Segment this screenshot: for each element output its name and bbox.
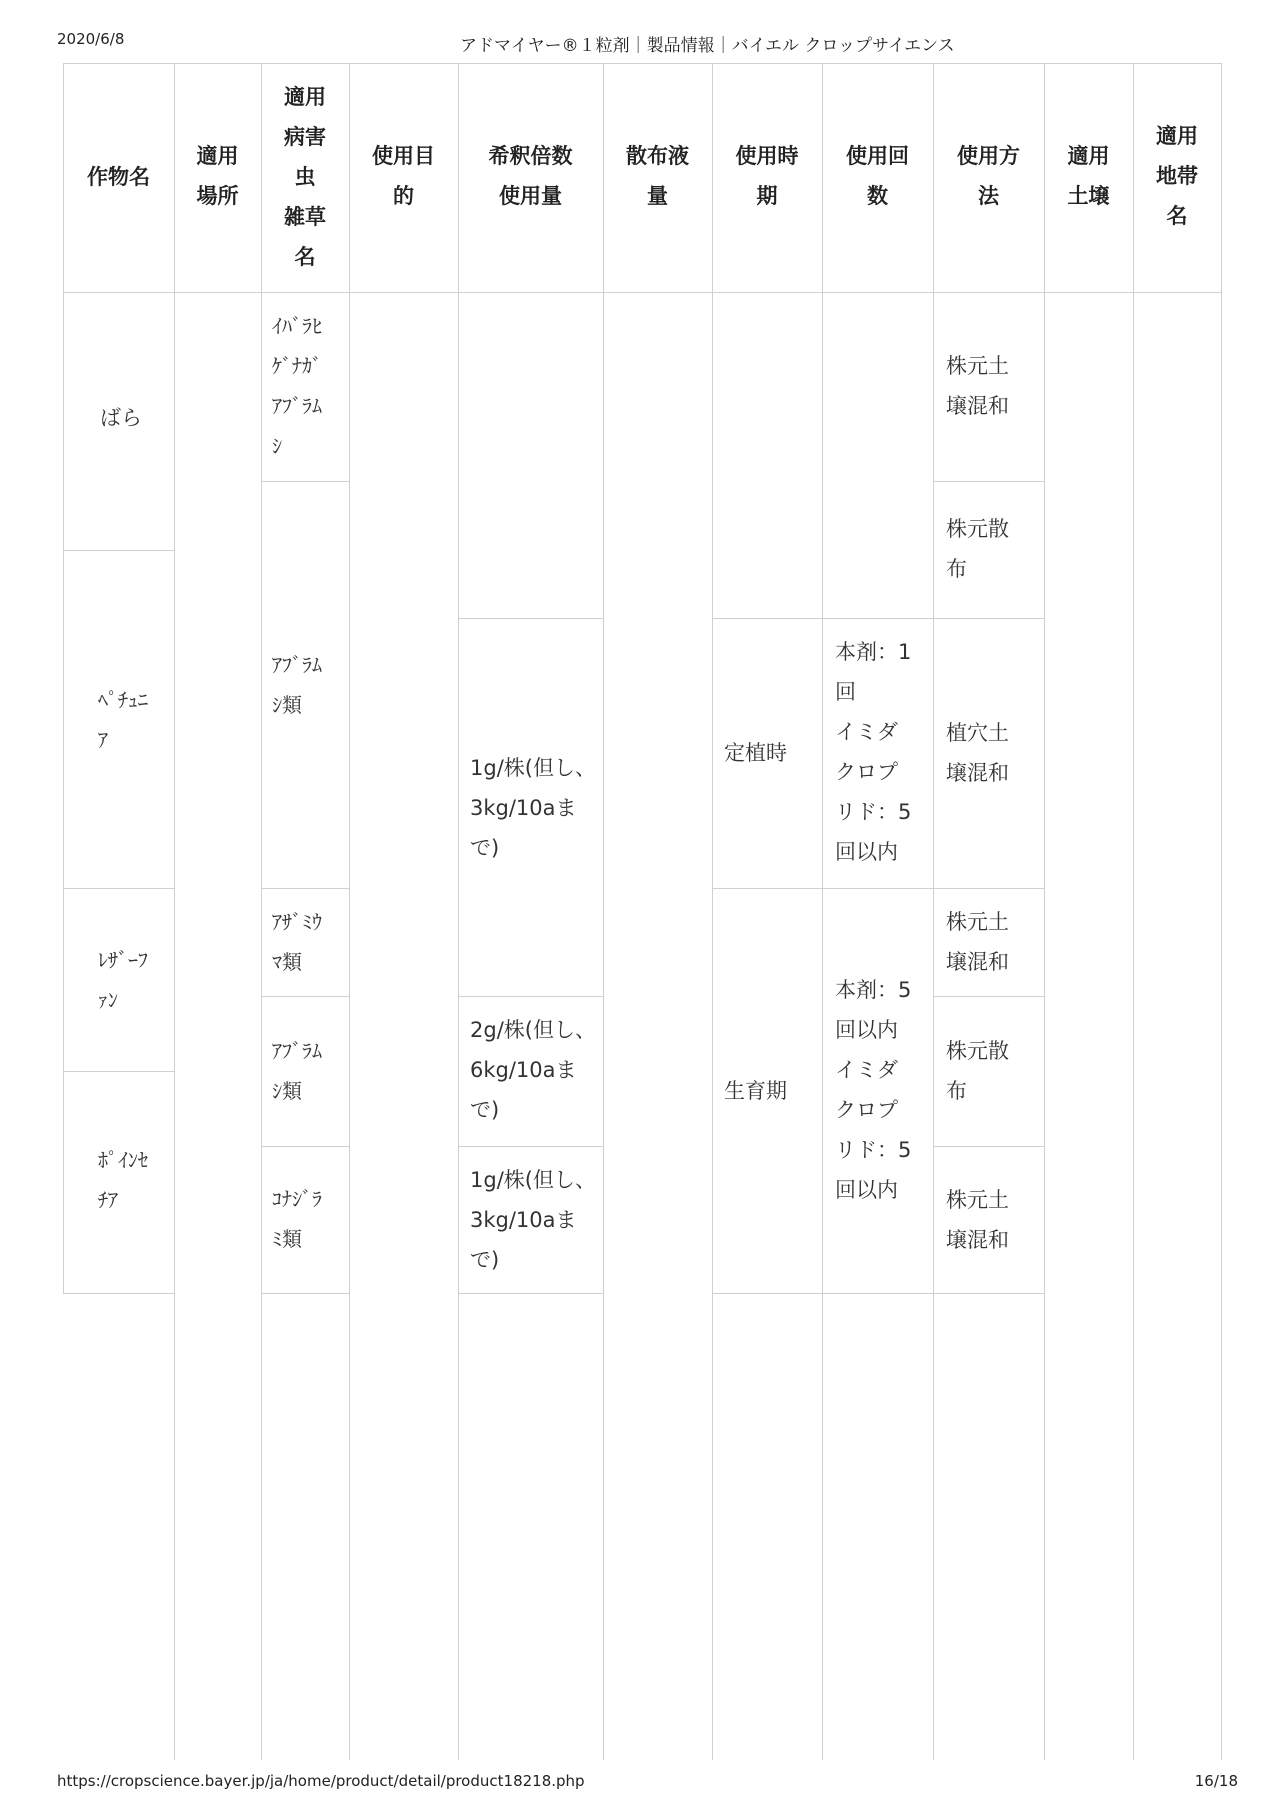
method-6 [946,1180,1009,1260]
header-spray [603,136,712,216]
dilution-line: 2g/株(但し、 [470,1018,596,1042]
crop-petunia [98,680,148,760]
header-method-line: 法 [978,184,999,208]
header-purpose [349,136,458,216]
dilution-line: で) [470,836,500,860]
header-timing-line: 使用時 [735,144,799,168]
footer-page-number: 16/18 [1194,1772,1238,1790]
header-pest [261,77,349,277]
count-line: 回以内 [835,840,898,864]
header-dilution-line: 使用量 [499,184,562,208]
method-line: 株元散 [946,1039,1009,1063]
method-line: 壌混和 [946,1228,1009,1252]
header-dilution-line: 希釈倍数 [488,144,573,168]
pest-line: ｺﾅｼﾞﾗ [272,1187,322,1211]
method-3 [946,713,1009,793]
header-zone-line: 地帯 [1156,164,1198,188]
method-line: 布 [946,1079,967,1103]
method-line: 株元土 [946,354,1009,378]
pest-line: ｱﾌﾞﾗﾑ [272,1039,322,1063]
method-4 [946,902,1009,982]
crop-leatherfern [98,940,148,1020]
method-line: 株元土 [946,910,1009,934]
dilution-line: 3kg/10aま [470,796,577,820]
header-pest-line: 虫 [294,165,316,189]
pest-line: ｹﾞﾅｶﾞ [272,354,322,378]
method-line: 植穴土 [946,721,1009,745]
method-line: 株元散 [946,517,1009,541]
header-soil-line: 適用 [1067,144,1110,168]
crop-line: ﾍﾟﾁｭﾆ [98,688,148,712]
method-1 [946,346,1009,426]
method-line: 壌混和 [946,394,1009,418]
count-line: 本剤：1 [835,640,912,664]
method-line: 布 [946,557,967,581]
header-pest-line: 名 [294,245,316,269]
count-line: イミダ [835,720,898,744]
footer-url: https://cropscience.bayer.jp/ja/home/product/detail/product18218.php [57,1772,585,1790]
count-line: リド：5 [835,800,912,824]
header-zone-line: 名 [1166,204,1188,228]
header-dilution [458,136,603,216]
count-2 [835,970,911,1210]
dilution-line: 3kg/10aま [470,1208,577,1232]
pest-line: ｱﾌﾞﾗﾑ [272,653,322,677]
header-pest-line: 病害 [284,125,326,149]
header-zone-line: 適用 [1156,124,1198,148]
pest-ibarahige [272,306,322,466]
dilution-line: 1g/株(但し、 [470,756,596,780]
header-purpose-line: 的 [393,184,414,208]
pest-line: ｱﾌﾞﾗﾑ [272,394,322,418]
header-place [174,136,261,216]
pest-line: ｱｻﾞﾐｳ [272,910,322,934]
pest-line: ｼ類 [272,1079,302,1103]
header-pest-line: 適用 [284,85,326,109]
header-pest-line: 雑草 [284,205,326,229]
count-line: 回以内 [835,1018,898,1042]
pest-konajirami [272,1179,322,1259]
dilution-line: 1g/株(但し、 [470,1168,596,1192]
timing-line: 生育期 [724,1079,787,1103]
dilution-line: で) [470,1098,500,1122]
crop-line: ﾁｱ [98,1188,118,1212]
method-line: 壌混和 [946,950,1009,974]
count-line: 本剤：5 [835,978,912,1002]
timing-line: 定植時 [724,741,787,765]
header-spray-line: 散布液 [626,144,689,168]
crop-line: ｧﾝ [98,988,118,1012]
count-line: クロプ [835,760,898,784]
count-line: 回 [835,680,856,704]
header-timing [712,136,822,216]
page-title: アドマイヤー®１粒剤｜製品情報｜バイエル クロップサイエンス [460,36,955,56]
pest-aburamushi-1 [272,645,322,725]
header-crop-line: 作物名 [87,165,150,189]
count-line: イミダ [835,1058,898,1082]
header-soil-line: 土壌 [1067,184,1110,208]
crop-line: ばら [100,406,142,430]
crop-bara [100,398,142,438]
method-2 [946,509,1009,589]
header-method [933,136,1044,216]
pest-azamiuma [272,902,322,982]
timing-growth [724,1071,787,1111]
crop-poinsettia [98,1140,148,1220]
count-1 [835,632,911,872]
header-timing-line: 期 [756,184,778,208]
header-method-line: 使用方 [957,144,1020,168]
method-5 [946,1031,1009,1111]
pest-line: ｼ [272,434,282,458]
header-place-line: 適用 [196,144,239,168]
print-date: 2020/6/8 [57,30,125,48]
dilution-line: 6kg/10aま [470,1058,577,1082]
crop-line: ﾚｻﾞｰﾌ [98,948,148,972]
count-line: クロプ [835,1098,898,1122]
header-crop [63,157,174,197]
dilution-line: で) [470,1248,500,1272]
header-spray-line: 量 [647,184,668,208]
header-soil [1044,136,1133,216]
pest-line: ｼ類 [272,693,302,717]
header-count-line: 使用回 [846,144,909,168]
crop-line: ｱ [98,728,108,752]
header-zone [1133,116,1221,236]
crop-line: ﾎﾟｲﾝｾ [98,1148,148,1172]
dilution-3 [470,1160,596,1280]
pest-line: ｲﾊﾞﾗﾋ [272,314,322,338]
dilution-1 [470,748,596,868]
method-line: 株元土 [946,1188,1009,1212]
pest-line: ﾏ類 [272,950,302,974]
header-count [822,136,933,216]
pest-line: ﾐ類 [272,1227,302,1251]
timing-planting [724,733,787,773]
count-line: 回以内 [835,1178,898,1202]
header-count-line: 数 [867,184,888,208]
dilution-2 [470,1010,596,1130]
count-line: リド：5 [835,1138,912,1162]
header-place-line: 場所 [196,184,239,208]
header-purpose-line: 使用目 [372,144,435,168]
method-line: 壌混和 [946,761,1009,785]
pest-aburamushi-2 [272,1031,322,1111]
